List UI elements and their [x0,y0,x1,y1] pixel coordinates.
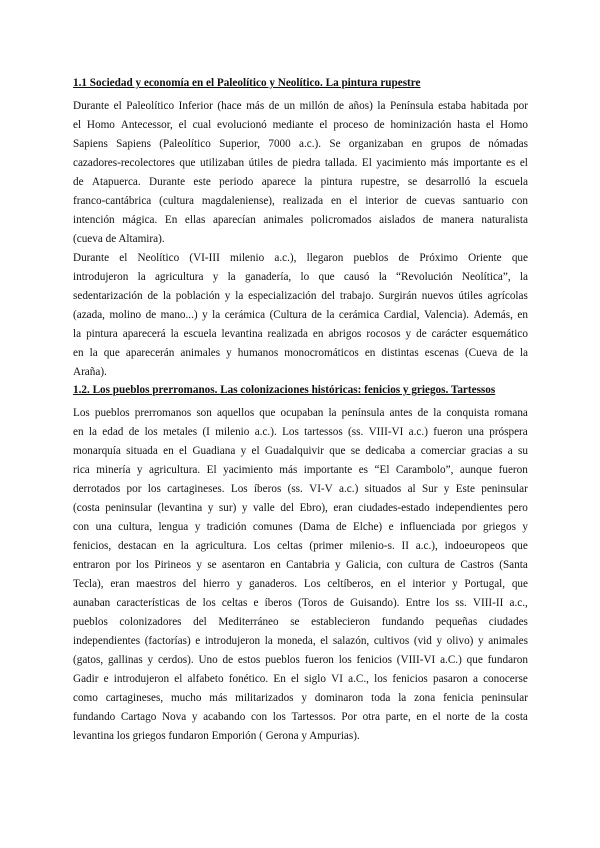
text-line: derrotados por los cartagineses. Los íberos (ss. VI-V a.c.) situados al Sur y Este peninsular [73,483,528,495]
text-line: cazadores-recolectores que utilizaban útiles de piedra tallada. El yacimiento más importante es el [73,157,528,169]
text-line: de Atapuerca. Durante este periodo aparece la pintura rupestre, se desarrolló la escuela [73,176,528,188]
text-line: (azada, molino de mano...) y la cerámica (Cultura de la cerámica Cardial, Valencia). Además, en [73,309,528,321]
text-line: Gadir e introdujeron el alfabeto fonético. En el siglo VI a.C., los fenicios pasaron a conocerse [73,673,528,685]
text-line: como cartagineses, mucho más militarizados y dominaron toda la zona fenicia peninsular [73,692,528,704]
text-line: entraron por los Pirineos y se asentaron en Cantabria y Galicia, con cultura de Castros (Santa [73,559,528,571]
text-line: (gatos, gallinas y cerdos). Uno de estos pueblos fueron los fenicios (VIII-VI a.C.) que fundaron [73,654,528,666]
text-line: (cueva de Altamira). [73,233,165,245]
text-line: en la que aparecerán animales y humanos monocromáticos en distintas escenas (Cueva de la [73,347,528,359]
text-line: levantina los griegos fundaron Emporión ( Gerona y Ampurias). [73,730,360,742]
text-line: independientes (factorías) e introdujeron la moneda, el salazón, cultivos (vid y olivo) y animales [73,635,528,647]
text-line: aunaban características de los celtas e íberos (Toros de Guisando). Entre los ss. VIII-II a.c., [73,597,528,609]
text-line: rica minería y agricultura. El yacimiento más importante es “El Carambolo”, aunque fueron [73,464,528,476]
text-line: fenicios, destacan en la agricultura. Los celtas (primer milenio-s. II a.c.), indoeuropeos que [73,540,528,552]
paragraph-paleolithic [73,97,528,249]
paragraph-neolithic [73,249,528,382]
text-line: Durante el Neolítico (VI-III milenio a.c.), llegaron pueblos de Próximo Oriente que [73,252,528,264]
text-line: franco-cantábrica (cultura magdaleniense), realizada en el interior de cuevas santuario con [73,195,528,207]
text-line: Araña). [73,366,107,378]
text-line: en la edad de los metales (I milenio a.c.). Los tartessos (ss. VIII-VI a.c.) fueron una próspera [73,426,528,438]
text-line: con una cultura, lengua y tradición comunes (Dama de Elche) e influenciada por griegos y [73,521,528,533]
section-heading: 1.2. Los pueblos prerromanos. Las colonizaciones históricas: fenicios y griegos. Tartessos [73,384,496,396]
text-line: la pintura aparecerá la escuela levantina realizada en abrigos rocosos y de carácter esquemático [73,328,528,340]
text-line: introdujeron la agricultura y la ganadería, lo que causó la “Revolución Neolítica”, la [73,271,528,283]
text-line: Los pueblos prerromanos son aquellos que ocupaban la península antes de la conquista romana [73,407,528,419]
text-line: Durante el Paleolítico Inferior (hace más de un millón de años) la Península estaba habitada por [73,100,528,112]
section-heading: 1.1 Sociedad y economía en el Paleolítico y Neolítico. La pintura rupestre [73,77,421,89]
text-line: (costa peninsular (levantina y sur) y valle del Ebro), eran ciudades-estado independientes pero [73,502,528,514]
text-line: intención mágica. En ellas aparecían animales policromados aislados de manera naturalista [73,214,528,226]
text-line: monarquía situada en el Guadiana y el Guadalquivir que se dedicaba a comerciar gracias a su [73,445,528,457]
text-line: pueblos colonizadores del Mediterráneo se establecieron fundando pequeñas ciudades [73,616,528,628]
section-paleolithic-neolithic [73,74,528,382]
text-line: Tecla), eran maestros del hierro y ganaderos. Los celtíberos, en el interior y Portugal, que [73,578,528,590]
text-line: Sapiens Sapiens (Paleolítico Superior, 7000 a.c.). Se organizaban en grupos de nómadas [73,138,528,150]
text-line: el Homo Antecessor, el cual evolucionó mediante el proceso de hominización hasta el Homo [73,119,528,131]
text-line: sedentarización de la población y la especialización del trabajo. Surgirán nuevos útiles agrícolas [73,290,528,302]
section-pre-roman-peoples [73,381,528,746]
text-line: fundando Cartago Nova y acabando con los Tartessos. Por otra parte, en el norte de la costa [73,711,528,723]
paragraph-pre-roman [73,404,528,746]
